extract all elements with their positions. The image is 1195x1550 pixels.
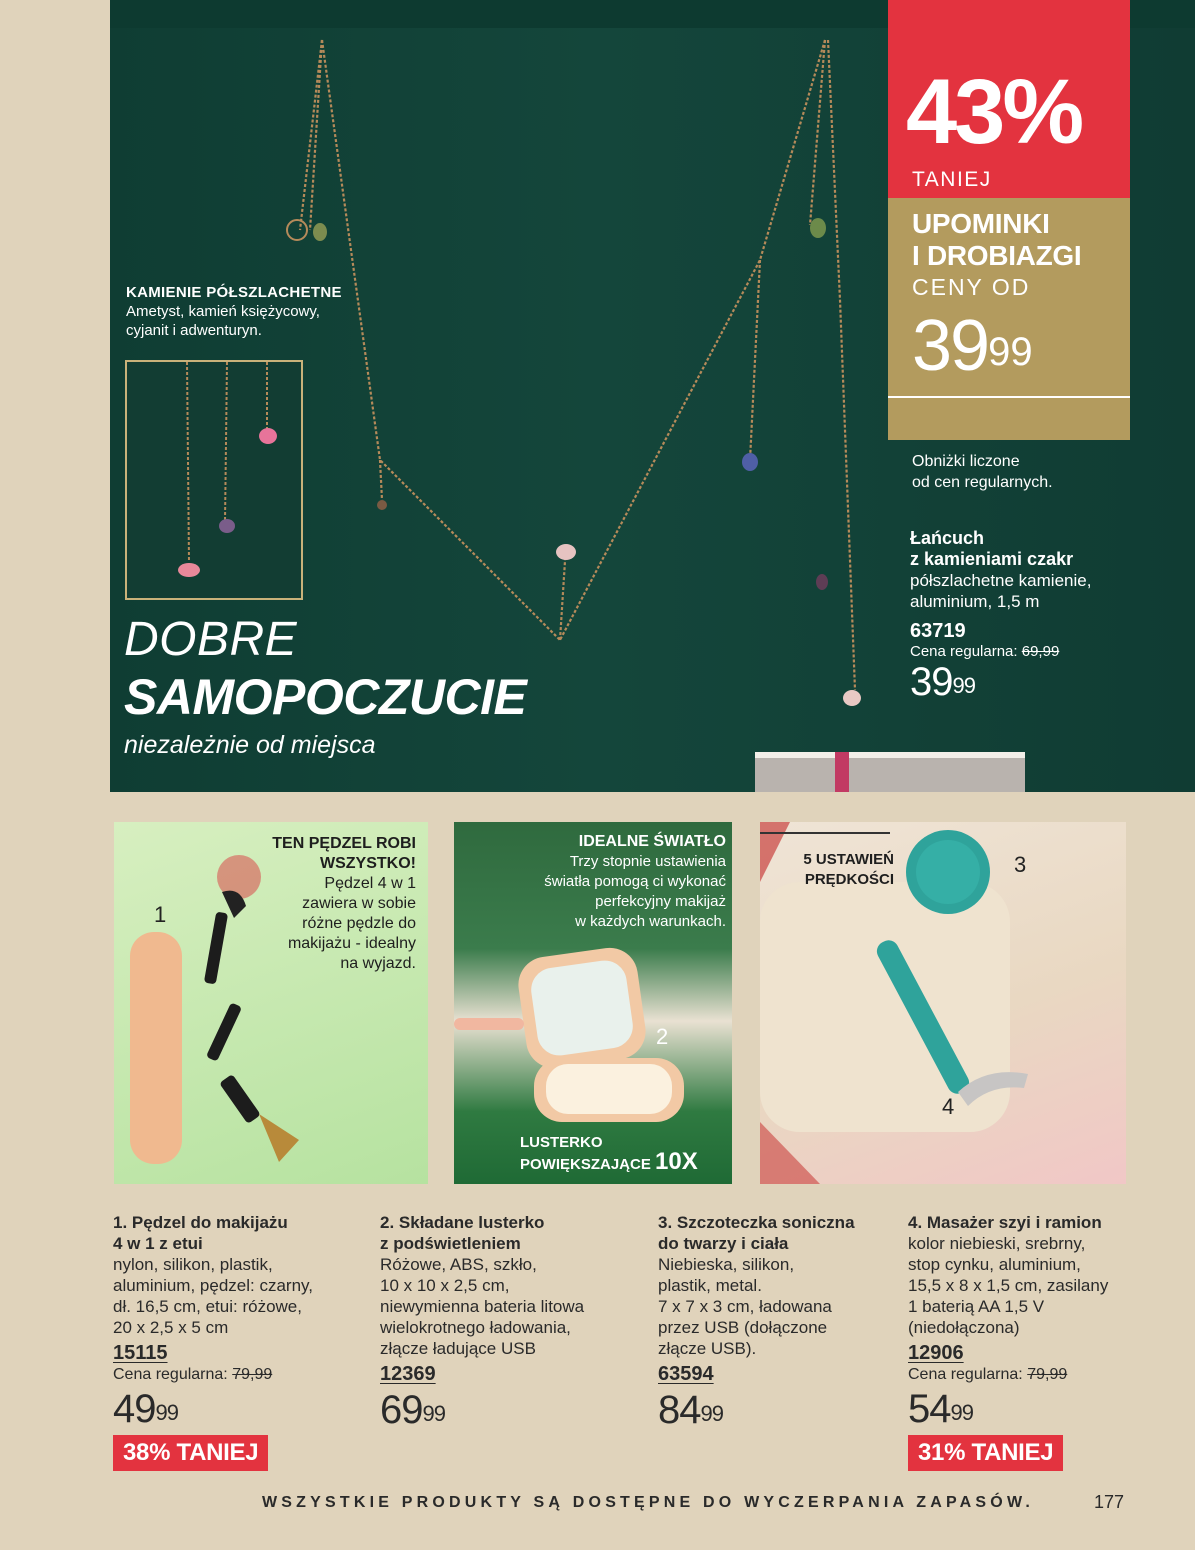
product-2-code: 12369 [380,1363,436,1385]
product-2-desc-2: 10 x 10 x 2,5 cm, [380,1276,510,1295]
product-3-number: 3 [1014,852,1027,877]
product-4-price-main: 54 [908,1387,951,1431]
product-2-price [380,1388,640,1432]
stones-label [126,283,342,340]
mirror-callout-text-3: perfekcyjny makijaż [595,893,726,910]
product-2-price-main: 69 [380,1388,423,1432]
prices-from-label: CENY OD [912,274,1031,300]
page-number: 177 [1094,1492,1125,1512]
regular-price-label: Cena regularna: [908,1366,1023,1383]
product-2-number: 2 [656,1024,669,1049]
product-image-brush [114,822,428,1184]
featured-regular-price [910,643,1091,660]
stones-title: KAMIENIE PÓŁSZLACHETNE [126,284,342,301]
brush-callout-head-1: TEN PĘDZEL ROBI [272,835,416,852]
product-3-name-2: do twarzy i ciała [658,1234,789,1253]
hero-subtitle: niezależnie od miejsca [124,731,376,759]
discount-label: TANIEJ [912,168,992,191]
product-4-regular-price [908,1365,1178,1385]
product-1-desc-2: aluminium, pędzel: czarny, [113,1276,313,1295]
brush-callout-text-3: różne pędzle do [302,915,416,932]
speed-callout-line-2: PRĘDKOŚCI [804,871,894,888]
product-1-code: 15115 [113,1342,168,1364]
brush-callout-head-2: WSZYSTKO! [320,855,416,872]
product-4-desc-4: 1 baterią AA 1,5 V [908,1297,1045,1316]
product-1-desc-4: 20 x 2,5 x 5 cm [113,1318,229,1337]
gift-ribbon [835,752,849,792]
product-1-name-2: 4 w 1 z etui [113,1234,203,1253]
product-3-desc-5: złącze USB). [658,1339,757,1358]
hero-title-line-1: DOBRE [124,613,298,666]
featured-desc-1: półszlachetne kamienie, [910,571,1092,590]
category-price-badge [888,198,1130,440]
regular-price-value: 79,99 [1027,1366,1068,1383]
product-4-price-cents: 99 [950,1400,973,1425]
stones-desc-1: Ametyst, kamień księżycowy, [126,303,320,320]
mirror-magnify-label [520,1133,698,1174]
featured-desc-2: aluminium, 1,5 m [910,592,1040,611]
discount-note-line-1: Obniżki liczone [912,453,1020,470]
product-3-name-1: 3. Szczoteczka soniczna [658,1213,855,1232]
featured-price-main: 39 [910,660,953,704]
product-1-price [113,1387,373,1431]
stones-desc-2: cyjanit i adwenturyn. [126,322,262,339]
product-image-massagers [760,822,1126,1184]
discount-note [912,451,1053,493]
category-price-cents: 99 [988,330,1033,374]
product-1-desc-1: nylon, silikon, plastik, [113,1255,273,1274]
regular-price-value: 79,99 [232,1366,273,1383]
product-3-desc-2: plastik, metal. [658,1276,762,1295]
product-3-price-cents: 99 [700,1401,723,1426]
product-2-desc-5: złącze ładujące USB [380,1339,536,1358]
product-1-name-1: 1. Pędzel do makijażu [113,1213,288,1232]
featured-product [910,528,1091,704]
product-1-desc-3: dł. 16,5 cm, etui: różowe, [113,1297,302,1316]
product-4-number: 4 [942,1094,955,1119]
product-1-info [113,1212,373,1471]
regular-price-value: 69,99 [1021,643,1060,660]
product-4-info [908,1212,1178,1471]
product-1-price-cents: 99 [155,1400,178,1425]
mirror-callout-text-2: światła pomogą ci wykonać [544,873,726,890]
product-3-desc-3: 7 x 7 x 3 cm, ładowana [658,1297,832,1316]
brush-callout [236,834,416,974]
category-price-main: 39 [912,306,989,386]
product-4-name-1: 4. Masażer szyi i ramion [908,1213,1102,1232]
availability-footer: WSZYSTKIE PRODUKTY SĄ DOSTĘPNE DO WYCZERPANIA ZAPASÓW. [262,1494,1035,1511]
category-title-line-2: I DROBIAZGI [912,240,1082,271]
product-3-desc-4: przez USB (dołączone [658,1318,828,1337]
product-3-code: 63594 [658,1363,714,1385]
mirror-callout-text-4: w każdych warunkach. [575,913,726,930]
featured-price-cents: 99 [952,673,975,698]
product-2-desc-1: Różowe, ABS, szkło, [380,1255,537,1274]
hero-title-line-2: SAMOPOCZUCIE [124,669,527,725]
featured-name-2: z kamieniami czakr [910,549,1074,569]
brush-callout-text-2: zawiera w sobie [302,895,416,912]
product-4-desc-1: kolor niebieski, srebrny, [908,1234,1086,1253]
badge-divider [888,396,1130,398]
speed-callout-line [760,832,890,834]
product-3-info [658,1212,898,1432]
hero-headline [124,612,526,762]
stones-inset-image [125,360,303,600]
brush-callout-text-4: makijażu - idealny [287,935,416,952]
regular-price-label: Cena regularna: [910,643,1018,660]
product-1-number: 1 [154,902,167,927]
product-2-info [380,1212,640,1432]
brush-callout-text-1: Pędzel 4 w 1 [324,875,416,892]
discount-percent: 43% [906,61,1082,163]
product-2-desc-3: niewymienna bateria litowa [380,1297,585,1316]
gift-box-illustration [755,752,1025,792]
product-3-price [658,1388,898,1432]
product-2-name-1: 2. Składane lusterko [380,1213,545,1232]
product-4-discount-badge: 31% TANIEJ [908,1435,1063,1471]
category-title [912,208,1081,272]
discount-note-line-2: od cen regularnych. [912,474,1053,491]
stones-closeup-illustration [127,362,301,598]
speed-callout-line-1: 5 USTAWIEŃ [803,851,894,868]
product-2-price-cents: 99 [422,1401,445,1426]
product-4-code: 12906 [908,1342,964,1364]
product-4-desc-2: stop cynku, aluminium, [908,1255,1081,1274]
featured-name-1: Łańcuch [910,528,985,548]
featured-price [910,660,1091,704]
featured-code: 63719 [910,620,966,642]
brush-callout-text-5: na wyjazd. [340,955,416,972]
mirror-callout-head: IDEALNE ŚWIATŁO [578,833,726,850]
product-4-desc-5: (niedołączona) [908,1318,1020,1337]
product-3-price-main: 84 [658,1388,701,1432]
mirror-magnify-line-1: LUSTERKO [520,1134,603,1151]
speed-callout [784,850,894,890]
category-price [912,306,1033,386]
product-1-discount-badge: 38% TANIEJ [113,1435,268,1471]
discount-badge [888,0,1130,198]
mirror-magnify-factor: 10X [655,1148,698,1175]
product-image-mirror [454,822,732,1184]
product-4-price [908,1387,1178,1431]
product-1-price-main: 49 [113,1387,156,1431]
regular-price-label: Cena regularna: [113,1366,228,1383]
mirror-callout-text-1: Trzy stopnie ustawienia [569,853,726,870]
product-4-desc-3: 15,5 x 8 x 1,5 cm, zasilany [908,1276,1109,1295]
mirror-callout [486,832,726,932]
product-1-regular-price [113,1365,373,1385]
product-3-desc-1: Niebieska, silikon, [658,1255,795,1274]
product-2-name-2: z podświetleniem [380,1234,521,1253]
category-title-line-1: UPOMINKI [912,208,1050,239]
product-2-desc-4: wielokrotnego ładowania, [380,1318,571,1337]
mirror-magnify-line-2: POWIĘKSZAJĄCE [520,1156,651,1173]
